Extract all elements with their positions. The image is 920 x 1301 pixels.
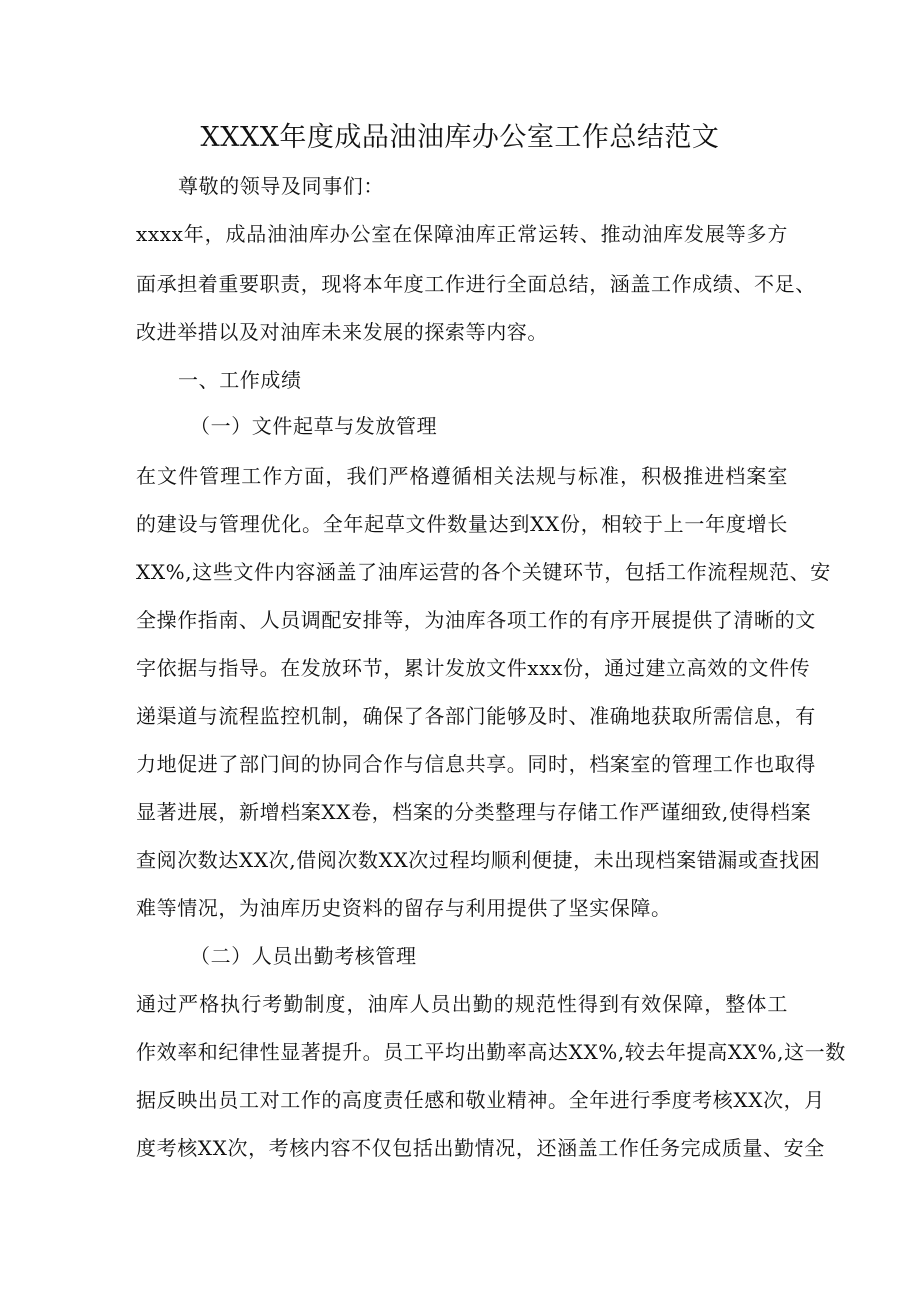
paragraph-line: 显著进展，新增档案XX卷，档案的分类整理与存储工作严谨细致,使得档案: [136, 800, 812, 824]
paragraph-line: 据反映出员工对工作的高度责任感和敬业精神。全年进行季度考核XX次，月: [136, 1088, 825, 1112]
paragraph-line: 面承担着重要职责，现将本年度工作进行全面总结，涵盖工作成绩、不足、: [136, 272, 816, 296]
document-title: XXXX年度成品油油库办公室工作总结范文: [200, 122, 720, 153]
paragraph-line: 全操作指南、人员调配安排等，为油库各项工作的有序开展提供了清晰的文: [136, 608, 816, 632]
paragraph-line: 通过严格执行考勤制度，油库人员出勤的规范性得到有效保障，整体工: [136, 992, 788, 1016]
paragraph-line: 难等情况，为油库历史资料的留存与利用提供了坚实保障。: [136, 896, 672, 920]
paragraph-line: xxxx年，成品油油库办公室在保障油库正常运转、推动油库发展等多方: [136, 222, 788, 246]
paragraph-line: 字依据与指导。在发放环节，累计发放文件xxx份，通过建立高效的文件传: [136, 656, 811, 680]
paragraph-line: 改进举措以及对油库未来发展的探索等内容。: [136, 320, 548, 344]
paragraph-line: 递渠道与流程监控机制，确保了各部门能够及时、准确地获取所需信息，有: [136, 704, 816, 728]
paragraph-line: 的建设与管理优化。全年起草文件数量达到XX份，相较于上一年度增长: [136, 512, 788, 536]
subsection-heading: （一）文件起草与发放管理: [190, 414, 438, 438]
paragraph-line: 查阅次数达XX次,借阅次数XX次过程均顺利便捷，未出现档案错漏或查找困: [136, 848, 821, 872]
paragraph-line: 度考核XX次，考核内容不仅包括出勤情况，还涵盖工作任务完成质量、安全: [136, 1136, 825, 1160]
paragraph-line: 在文件管理工作方面，我们严格遵循相关法规与标准，积极推进档案室: [136, 464, 788, 488]
paragraph-line: XX%,这些文件内容涵盖了油库运营的各个关键环节，包括工作流程规范、安: [136, 560, 831, 584]
subsection-heading: （二）人员出勤考核管理: [190, 944, 417, 968]
paragraph-line: 力地促进了部门间的协同合作与信息共享。同时，档案室的管理工作也取得: [136, 752, 816, 776]
paragraph-line: 作效率和纪律性显著提升。员工平均出勤率高达XX%,较去年提高XX%,这一数: [136, 1040, 846, 1064]
salutation: 尊敬的领导及同事们：: [178, 174, 384, 198]
section-heading: 一、工作成绩: [178, 368, 302, 392]
